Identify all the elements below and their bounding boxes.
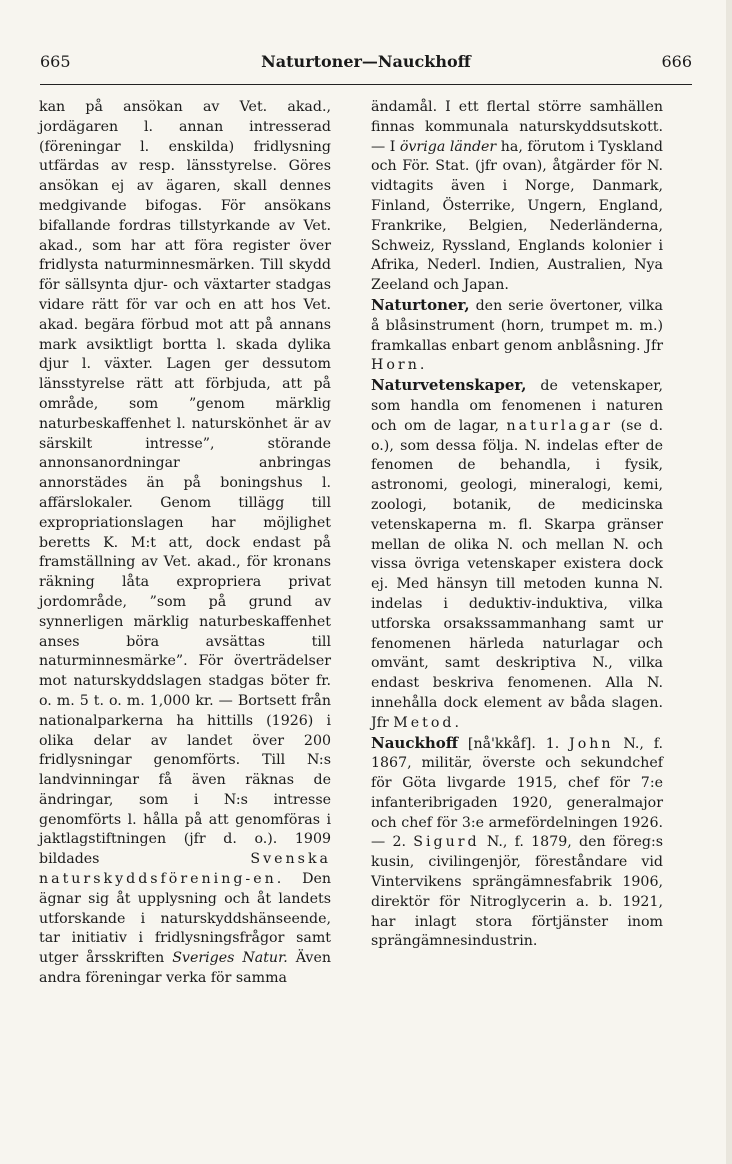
running-title: Naturtoner—Nauckhoff xyxy=(261,52,471,71)
sub-entry-number-1: 1. xyxy=(545,735,560,752)
left-text-after: Den ägnar sig åt upplysning och åt landets utforskande i naturskyddshänseende, tar initiativ i fridlysningsfrågor samt utger årsskriften xyxy=(39,871,331,967)
right-column xyxy=(371,98,663,952)
headword-naturtoner: Naturtoner, xyxy=(371,295,470,314)
cross-ref-metod: Metod. xyxy=(393,714,463,731)
term-naturlagar: naturlagar xyxy=(506,417,614,434)
left-text-end: Även andra föreningar verka för samma xyxy=(39,950,331,987)
journal-title: Sveriges Natur. xyxy=(172,950,288,967)
header-rule xyxy=(40,84,692,85)
cross-ref-horn: Horn. xyxy=(371,357,428,374)
entry-nauckhoff xyxy=(371,734,663,953)
page-number-left: 665 xyxy=(40,52,71,71)
page-number-right: 666 xyxy=(661,52,692,71)
headword-nauckhoff: Nauckhoff xyxy=(371,733,459,752)
entry-naturvetenskaper-text: de vetenskaper, som handla om fenomenen i naturen och om de lagar, xyxy=(371,378,664,434)
entry-naturvetenskaper-rest: (se d. o.), som dessa följa. N. indelas efter de fenomen de behandla, i fysik, astronomi, geologi, mineralogi, kemi, zoologi, botanik, de medicinska vetenskaperna m. fl. Skarpa gränser mellan de olika N. och mellan N. och vissa övriga vetenskaper existera dock ej. Med hänsyn till metoden kunna N. indelas i deduktiv-induktiva, vilka utforska orsakssammanhang samt ur fenomenen härleda naturlagar och omvänt, samt deskriptiva N., vilka endast beskriva fenomenen. Alla N. innehålla dock element av båda slagen. Jfr xyxy=(371,417,663,731)
left-column xyxy=(39,98,331,989)
headword-naturvetenskaper: Naturvetenskaper, xyxy=(371,376,527,395)
entry-john-text: N., f. 1867, militär, överste och sekundchef för Göta livgarde 1915, chef för 7:e infanteribrigaden 1920, generalmajor och chef för 3:e armefördelningen 1926. — 2. xyxy=(371,735,663,851)
left-text: kan på ansökan av Vet. akad., jordägaren l. annan intresserad (föreningar l. enskilda) fridlysning utfärdas av resp. länsstyrelse. Göres ansökan ej av ägaren, skall dennes medgivande bifogas. För ansökans bifallande fordras tillstyrkande av Vet. akad., som har att föra register över fridlysta naturminnesmärken. Till skydd för sällsynta djur- och växtarter stadgas vidare rätt för var och en att hos Vet. akad. begära förbud mot att på annans mark avsiktligt bortta l. skada dylika djur l. växter. Lagen ger dessutom länsstyrelse rätt att förbjuda, att på område, som ”genom märklig naturbeskaffenhet l. naturskönhet är av särskilt intresse”, störande annonsanordningar anbringas annorstädes än på boningshus l. affärslokaler. Genom tillägg till expropriationslagen har möjlighet beretts K. M:t att, dock endast på framställning av Vet. akad., för kronans räkning låta expropriera privat jordområde, ”som på grund av synnerligen märklig naturbeskaffenhet anses böra avsättas till naturminnesmärke”. För överträdelser mot naturskyddslagen stadgas böter fr. o. m. 5 t. o. m. 1,000 kr. — Bortsett från nationalparkerna ha hittills (1926) i olika delar av landet över 200 fridlysningar genomförts. Till N:s landvinningar få även räknas de ändringar, som i N:s intresse genomförts l. hålla på att genomföras i jaktlagstiftningen (jfr d. o.). 1909 bildades xyxy=(39,99,331,868)
page-edge xyxy=(726,0,732,1164)
continuation-text: ändamål. I ett flertal större samhällen finnas kommunala naturskyddsutskott. — I xyxy=(371,99,663,155)
continuation-rest: ha, förutom i Tyskland och För. Stat. (jfr ovan), åtgärder för N. vidtagits även i Norge, Danmark, Finland, Österrike, Ungern, England, Frankrike, Belgien, Nederländerna, Schweiz, Ryssland, Englands kolonier i Afrika, Nederl. Indien, Australien, Nya Zeeland och Japan. xyxy=(371,138,664,294)
pronunciation: [nå'kkåf]. xyxy=(467,735,536,752)
continuation-italic: övriga länder xyxy=(399,138,497,155)
left-paragraph xyxy=(39,98,331,989)
entry-sigurd-text: N., f. 1879, den föreg:s kusin, civilingenjör, föreståndare vid Vintervikens sprängämnesfabrik 1906, direktör för Nitroglycerin a. b. 1921, har inlagt stora förtjänster inom sprängämnesindustrin. xyxy=(371,834,664,950)
entry-naturtoner xyxy=(371,296,663,376)
continuation-paragraph xyxy=(371,98,663,296)
society-name: Svenska naturskyddsförening-en. xyxy=(39,851,331,888)
name-john: John xyxy=(569,735,614,752)
entry-naturtoner-text: den serie övertoner, vilka å blåsinstrument (horn, trumpet m. m.) framkallas enbart genom anblåsning. Jfr xyxy=(371,297,663,354)
page-header xyxy=(40,52,692,78)
entry-naturvetenskaper xyxy=(371,376,663,733)
name-sigurd: Sigurd xyxy=(413,834,480,851)
